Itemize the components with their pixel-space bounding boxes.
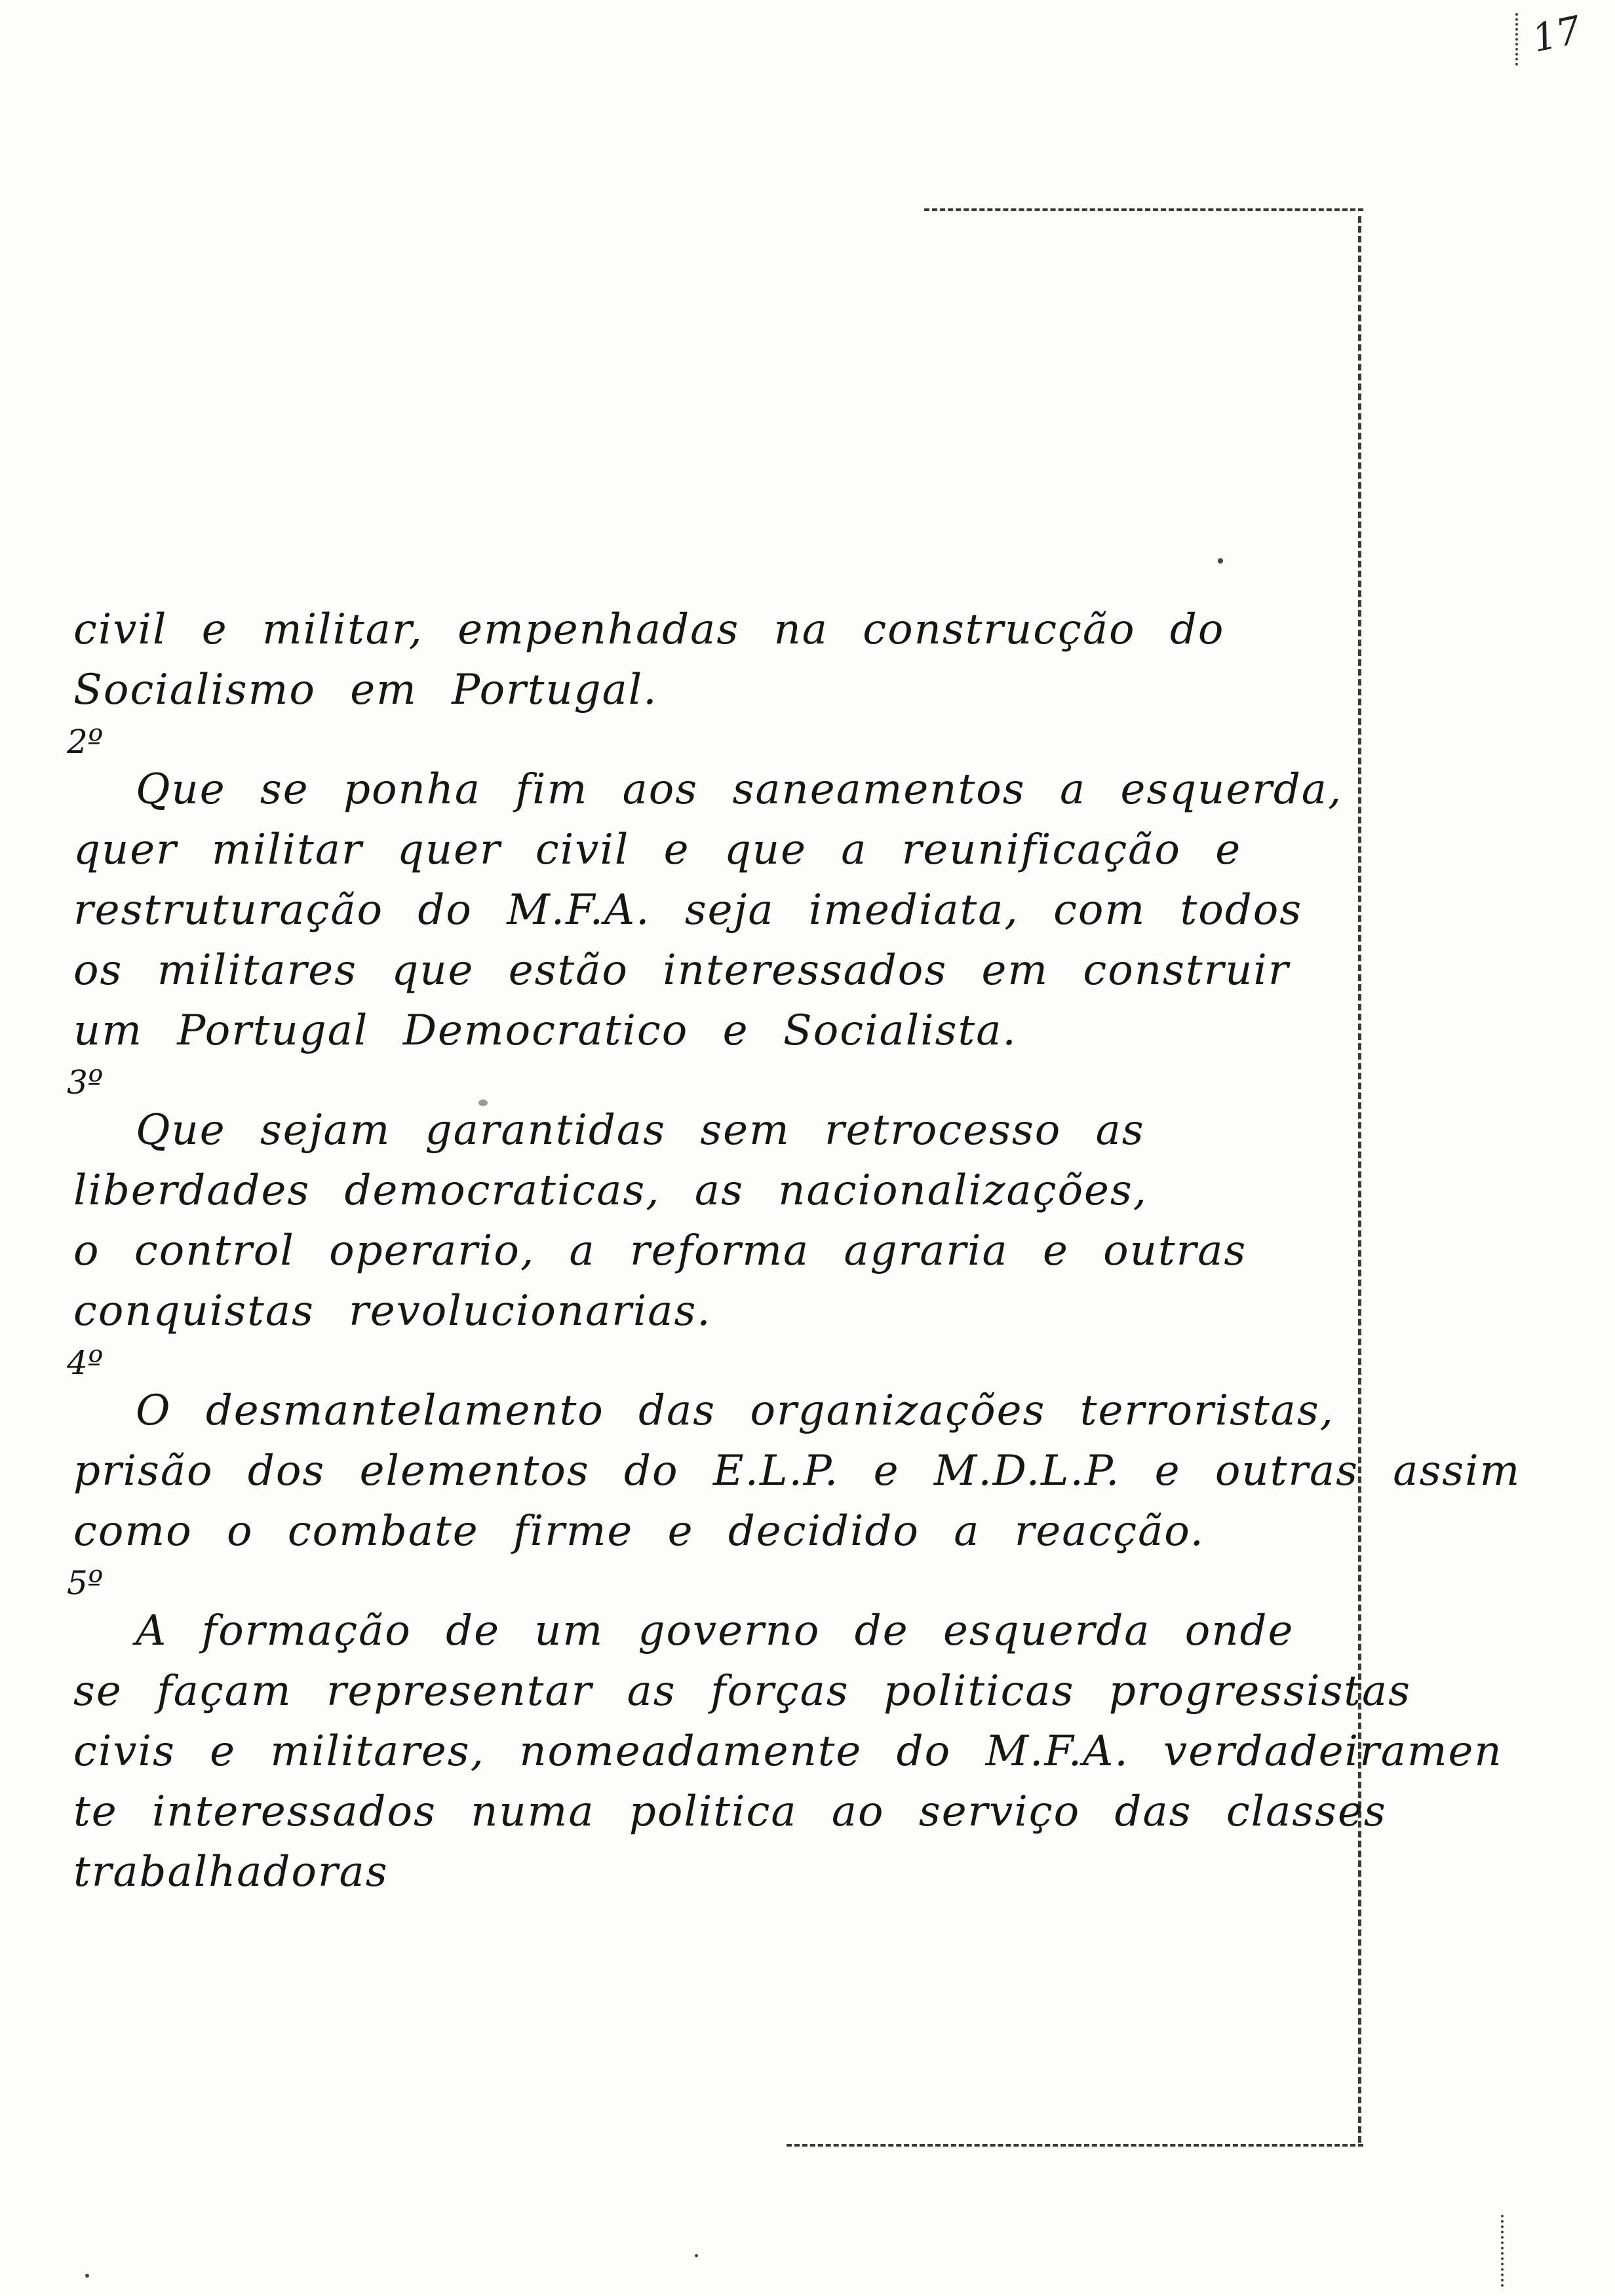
item-number: 2º <box>67 723 104 761</box>
text-line: liberdades democraticas, as nacionalizações, <box>73 1166 1148 1215</box>
scan-speck <box>1218 558 1223 564</box>
photocopy-frame-top <box>924 208 1363 211</box>
photocopy-frame-bottom <box>787 2144 1363 2147</box>
scan-speck <box>85 2274 89 2278</box>
text-line: Que sejam garantidas sem retrocesso as <box>136 1106 1145 1155</box>
text-line: civil e militar, empenhadas na construcção do <box>73 605 1225 654</box>
text-line: conquistas revolucionarias. <box>73 1287 712 1335</box>
scan-speck <box>695 2254 698 2257</box>
text-line: prisão dos elementos do E.L.P. e M.D.L.P. e outras assim <box>73 1447 1521 1495</box>
edge-marks-bottom <box>1501 2215 1508 2287</box>
text-line: Socialismo em Portugal. <box>73 666 658 714</box>
text-line: como o combate firme e decidido a reacção. <box>73 1507 1205 1556</box>
item-3 <box>67 1063 1319 1341</box>
text-line: O desmantelamento das organizações terroristas, <box>136 1387 1334 1435</box>
item-number: 4º <box>67 1344 104 1382</box>
text-line: quer militar quer civil e que a reunificação e <box>73 826 1242 874</box>
edge-marks-top <box>1515 13 1522 66</box>
text-line: os militares que estão interessados em construir <box>73 946 1290 995</box>
text-line: restruturação do M.F.A. seja imediata, com todos <box>73 886 1303 934</box>
text-line: A formação de um governo de esquerda onde <box>136 1607 1294 1655</box>
text-line: Que se ponha fim aos saneamentos a esquerda, <box>136 765 1343 814</box>
text-line: civis e militares, nomeadamente do M.F.A. verdadeiramen <box>73 1727 1503 1776</box>
text-line: se façam representar as forças politicas progressistas <box>73 1667 1411 1715</box>
photocopy-frame-right <box>1358 216 1361 2143</box>
item-4 <box>67 1344 1521 1561</box>
text-line: um Portugal Democratico e Socialista. <box>73 1006 1017 1055</box>
text-line: te interessados numa politica ao serviço das classes <box>73 1788 1387 1836</box>
item-number: 5º <box>67 1564 104 1602</box>
intro-paragraph <box>73 600 1319 720</box>
text-line: trabalhadoras <box>73 1848 389 1896</box>
item-2 <box>67 723 1343 1061</box>
page-number: 17 <box>1528 7 1586 61</box>
handwritten-text <box>67 600 1521 1902</box>
item-5 <box>67 1564 1503 1902</box>
text-line: o control operario, a reforma agraria e outras <box>73 1227 1247 1275</box>
item-number: 3º <box>67 1063 104 1101</box>
